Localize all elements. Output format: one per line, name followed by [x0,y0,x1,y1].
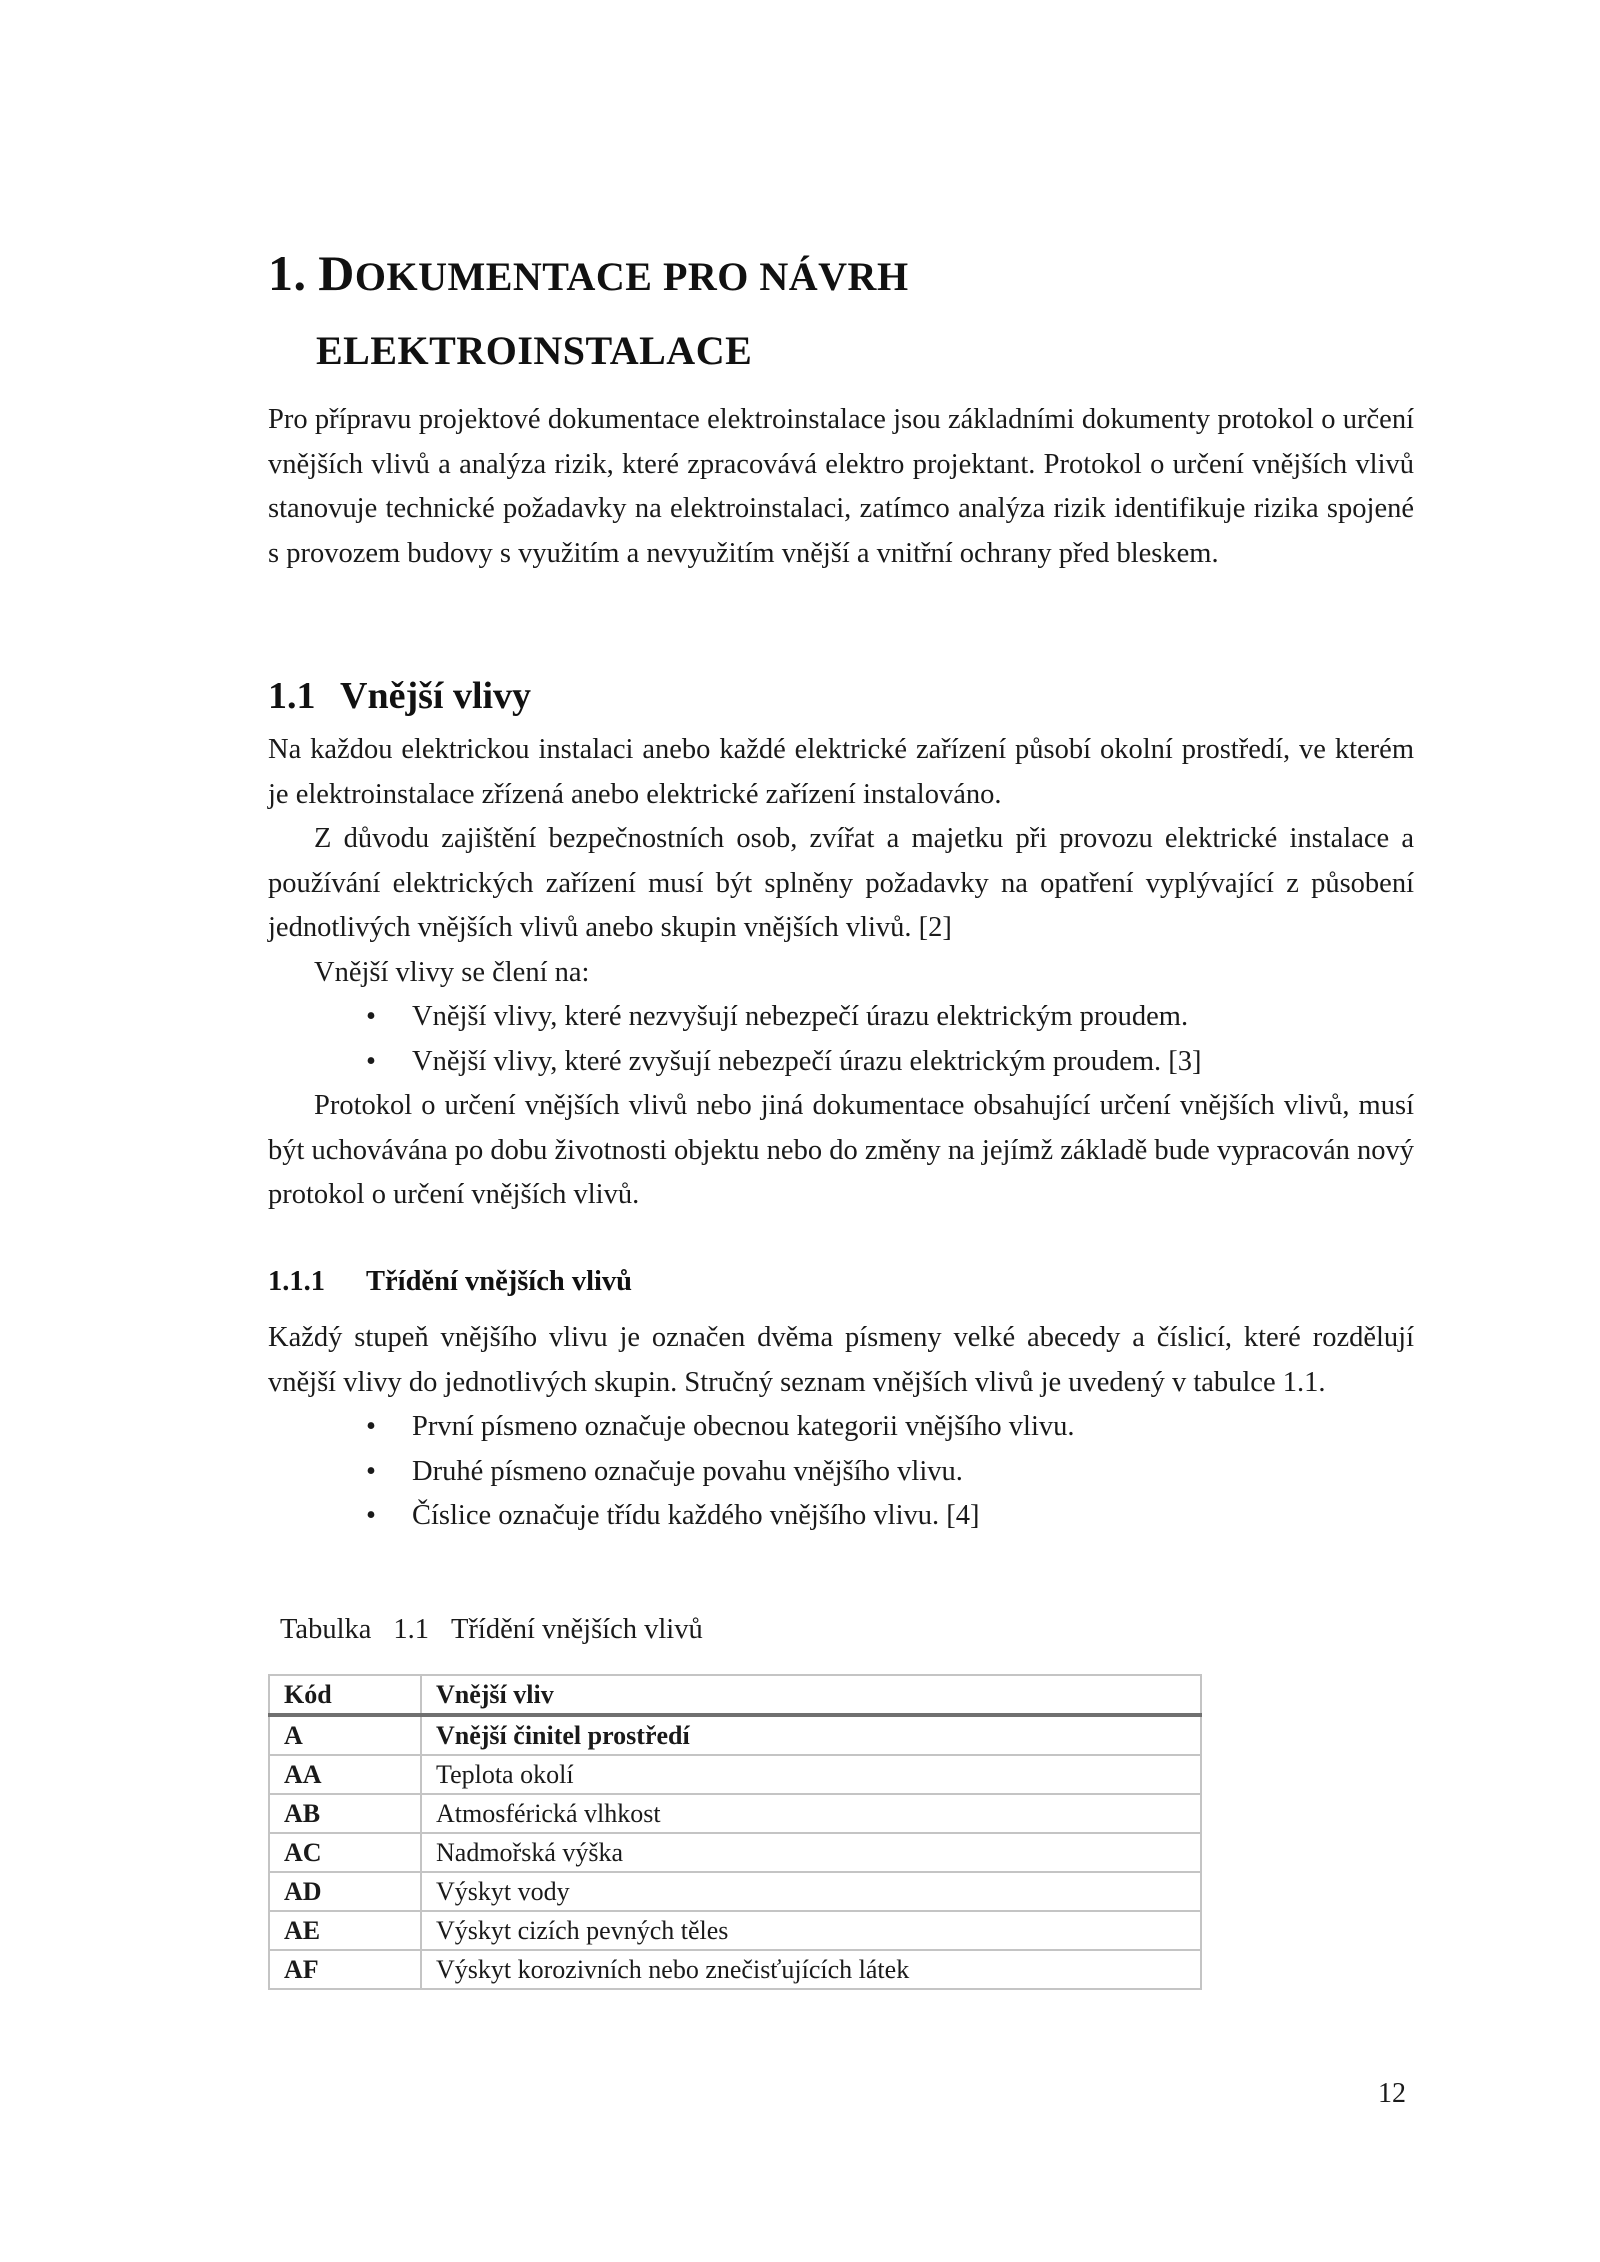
table-row [269,1911,1201,1950]
intro-block [268,398,1414,576]
cell-influence: Výskyt korozivních nebo znečisťujících látek [421,1950,1201,1989]
bullet-icon: • [366,1001,376,1032]
table-caption [280,1614,725,1646]
bullet-icon: • [366,1500,376,1531]
column-header-influence: Vnější vliv [421,1675,1201,1715]
cell-code: A [269,1715,421,1755]
table-row [269,1950,1201,1989]
bullet-icon: • [366,1411,376,1442]
list-item: • První písmeno označuje obecnou kategorii vnějšího vlivu. [268,1405,1414,1450]
list-item: • Vnější vlivy, které zvyšují nebezpečí úrazu elektrickým proudem. [3] [268,1040,1414,1085]
table-header-row [269,1675,1201,1715]
cell-influence: Atmosférická vlhkost [421,1794,1201,1833]
intro-paragraph: Pro přípravu projektové dokumentace elektroinstalace jsou základními dokumenty protokol o určení vnějších vlivů a analýza rizik, které zpracovává elektro projektant. Protokol o určení vnějších vlivů stanovuje technické požadavky na elektroinstalaci, zatímco analýza rizik identifikuje rizika spojené s provozem budovy s využitím a nevyužitím vnější a vnitřní ochrany před bleskem. [268,404,1414,569]
section-number: 1.1 [268,675,316,717]
bullet-icon: • [366,1455,376,1487]
cell-influence: Teplota okolí [421,1755,1201,1794]
section-1-1-body [268,728,1414,1218]
cell-influence: Výskyt vody [421,1872,1201,1911]
table-row [269,1755,1201,1794]
table-row [269,1833,1201,1872]
column-header-code: Kód [269,1675,421,1715]
cell-code: AB [269,1794,421,1833]
table-row [269,1715,1201,1755]
cell-code: AA [269,1755,421,1794]
list-item: • Vnější vlivy, které nezvyšují nebezpečí úrazu elektrickým proudem. [268,995,1414,1040]
external-influences-table [268,1674,1202,1990]
chapter-heading [268,236,909,388]
bullet-list [268,1405,1414,1539]
cell-code: AC [269,1833,421,1872]
list-intro: Vnější vlivy se člení na: [314,956,590,988]
subsection-title: Třídění vnějších vlivů [366,1266,633,1297]
section-1-1-1-body [268,1316,1414,1539]
bullet-icon: • [366,1045,376,1077]
chapter-number: 1. [268,245,307,301]
bullet-list [268,995,1414,1084]
page-number: 12 [1378,2078,1406,2109]
table-row [269,1872,1201,1911]
cell-influence: Výskyt cizích pevných těles [421,1911,1201,1950]
list-item: • Číslice označuje třídu každého vnějšího vlivu. [4] [268,1494,1414,1539]
cell-code: AE [269,1911,421,1950]
cell-influence: Nadmořská výška [421,1833,1201,1872]
caption-number: 1.1 [393,1614,430,1645]
chapter-title-line2: ELEKTROINSTALACE [316,328,753,373]
cell-code: AF [269,1950,421,1989]
section-paragraph: Z důvodu zajištění bezpečnostních osob, zvířat a majetku při provozu elektrické instalace a používání elektrických zařízení musí být splněny požadavky na opatření vyplývající z působení jednotlivých vnějších vlivů anebo skupin vnějších vlivů. [2] [268,823,1414,943]
chapter-title-initial: D [318,245,355,301]
chapter-title-line1: OKUMENTACE PRO NÁVRH [354,254,909,299]
section-paragraph: Na každou elektrickou instalaci anebo každé elektrické zařízení působí okolní prostředí, ve kterém je elektroinstalace zřízená anebo elektrické zařízení instalováno. [268,734,1414,810]
subsection-heading-1-1-1 [268,1266,632,1298]
section-title: Vnější vlivy [340,675,532,717]
subsection-number: 1.1.1 [268,1266,325,1297]
caption-label: Tabulka [280,1614,372,1645]
list-item: • Druhé písmeno označuje povahu vnějšího vlivu. [268,1450,1414,1495]
section-paragraph: Protokol o určení vnějších vlivů nebo jiná dokumentace obsahující určení vnějších vlivů, musí být uchovávána po dobu životnosti objektu nebo do změny na jejímž základě bude vypracován nový protokol o určení vnějších vlivů. [268,1090,1415,1210]
cell-code: AD [269,1872,421,1911]
table-row [269,1794,1201,1833]
caption-title: Třídění vnějších vlivů [451,1614,703,1645]
cell-influence: Vnější činitel prostředí [421,1715,1201,1755]
section-heading-1-1 [268,674,531,718]
section-paragraph: Každý stupeň vnějšího vlivu je označen dvěma písmeny velké abecedy a číslicí, které rozdělují vnější vlivy do jednotlivých skupin. Stručný seznam vnějších vlivů je uvedený v tabulce 1.1. [268,1322,1414,1398]
